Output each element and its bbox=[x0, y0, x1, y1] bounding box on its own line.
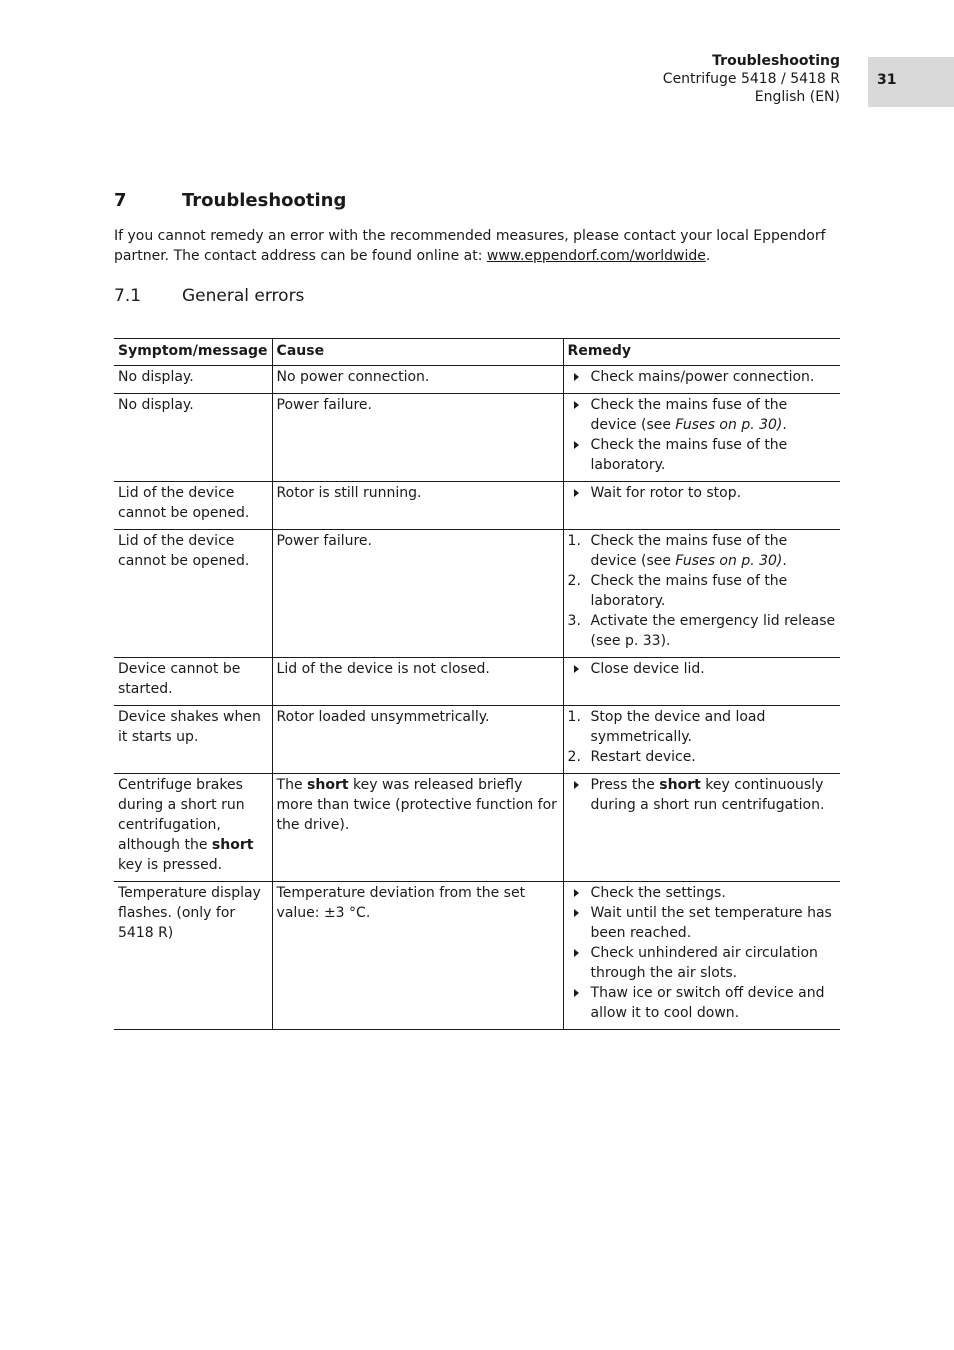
remedy-cell bbox=[563, 882, 840, 1030]
remedy-cell bbox=[563, 706, 840, 774]
symptom-cell: Device cannot be started. bbox=[114, 658, 272, 706]
list-item: Check mains/power connection. bbox=[568, 367, 836, 387]
symptom-cell: Centrifuge brakes during a short run centrifugation, although the short key is pressed. bbox=[114, 774, 272, 882]
list-item: Close device lid. bbox=[568, 659, 836, 679]
step-number: 1. bbox=[567, 533, 581, 549]
section-number: 7 bbox=[114, 190, 127, 211]
remedy-cell bbox=[563, 366, 840, 394]
list-item: 1. Check the mains fuse of the device (see Fuses on p. 30). bbox=[567, 533, 788, 569]
header-symptom: Symptom/message bbox=[114, 339, 272, 366]
symptom-cell: Lid of the device cannot be opened. bbox=[114, 482, 272, 530]
table-row bbox=[114, 774, 840, 882]
step-number: 2. bbox=[567, 573, 581, 589]
bullet-arrow-icon bbox=[574, 489, 579, 497]
symptom-cell: Lid of the device cannot be opened. bbox=[114, 530, 272, 658]
cause-cell: Lid of the device is not closed. bbox=[272, 658, 563, 706]
cause-cell: The short key was released briefly more than twice (protective function for the drive). bbox=[272, 774, 563, 882]
general-errors-table bbox=[114, 338, 840, 1030]
bullet-arrow-icon bbox=[574, 401, 579, 409]
table-row bbox=[114, 882, 840, 1030]
list-item: 2. Check the mains fuse of the laboratory. bbox=[567, 573, 788, 609]
bullet-arrow-icon bbox=[574, 781, 579, 789]
cause-cell: No power connection. bbox=[272, 366, 563, 394]
list-item: Wait until the set temperature has been reached. bbox=[568, 903, 836, 943]
bullet-arrow-icon bbox=[574, 441, 579, 449]
remedy-cell bbox=[563, 530, 840, 658]
cross-reference: Fuses on p. 30) bbox=[675, 417, 783, 433]
intro-paragraph bbox=[114, 226, 840, 266]
running-header bbox=[663, 52, 840, 106]
remedy-cell bbox=[563, 482, 840, 530]
table-row bbox=[114, 366, 840, 394]
page-number-tab bbox=[868, 57, 954, 107]
intro-text: If you cannot remedy an error with the recommended measures, please contact your local Eppendorf partner. The contact address can be found online at: bbox=[114, 228, 826, 264]
table-row bbox=[114, 482, 840, 530]
symptom-cell: No display. bbox=[114, 366, 272, 394]
section-title: Troubleshooting bbox=[182, 190, 347, 211]
cause-cell: Power failure. bbox=[272, 530, 563, 658]
bullet-arrow-icon bbox=[574, 889, 579, 897]
table-row bbox=[114, 658, 840, 706]
list-item: Wait for rotor to stop. bbox=[568, 483, 836, 503]
cause-cell: Rotor loaded unsymmetrically. bbox=[272, 706, 563, 774]
list-item: Thaw ice or switch off device and allow it to cool down. bbox=[568, 983, 836, 1023]
header-language: English (EN) bbox=[754, 89, 840, 105]
worldwide-link[interactable]: www.eppendorf.com/worldwide bbox=[486, 248, 706, 264]
subsection-heading bbox=[114, 286, 304, 306]
table-row bbox=[114, 394, 840, 482]
list-item: Check the settings. bbox=[568, 883, 836, 903]
step-number: 2. bbox=[567, 749, 581, 765]
cause-cell: Power failure. bbox=[272, 394, 563, 482]
remedy-cell bbox=[563, 658, 840, 706]
list-item: Check the mains fuse of the device (see Fuses on p. 30). bbox=[568, 395, 836, 435]
remedy-cell bbox=[563, 394, 840, 482]
short-key-label: short bbox=[659, 777, 701, 793]
subsection-number: 7.1 bbox=[114, 286, 142, 306]
cross-reference: Fuses on p. 30) bbox=[675, 553, 783, 569]
short-key-label: short bbox=[307, 777, 349, 793]
cause-cell: Rotor is still running. bbox=[272, 482, 563, 530]
intro-end: . bbox=[705, 248, 711, 264]
list-item: Press the short key continuously during a short run centrifugation. bbox=[568, 775, 836, 815]
list-item: Check the mains fuse of the laboratory. bbox=[568, 435, 836, 475]
symptom-cell: No display. bbox=[114, 394, 272, 482]
step-number: 1. bbox=[567, 709, 581, 725]
step-number: 3. bbox=[567, 613, 581, 629]
short-key-label: short bbox=[211, 837, 254, 853]
symptom-cell: Temperature display flashes. (only for 5418 R) bbox=[114, 882, 272, 1030]
section-heading bbox=[114, 190, 346, 211]
list-item: 1. Stop the device and load symmetrically. bbox=[567, 709, 766, 745]
table-header-row bbox=[114, 339, 840, 366]
table-row bbox=[114, 706, 840, 774]
cause-cell: Temperature deviation from the set value: ±3 °C. bbox=[272, 882, 563, 1030]
header-remedy: Remedy bbox=[563, 339, 840, 366]
header-product: Centrifuge 5418 / 5418 R bbox=[662, 71, 840, 87]
bullet-arrow-icon bbox=[574, 665, 579, 673]
bullet-arrow-icon bbox=[574, 949, 579, 957]
bullet-arrow-icon bbox=[574, 373, 579, 381]
bullet-arrow-icon bbox=[574, 989, 579, 997]
list-item: 3. Activate the emergency lid release (see p. 33). bbox=[567, 613, 836, 649]
symptom-cell: Device shakes when it starts up. bbox=[114, 706, 272, 774]
bullet-arrow-icon bbox=[574, 909, 579, 917]
remedy-cell bbox=[563, 774, 840, 882]
list-item: Check unhindered air circulation through the air slots. bbox=[568, 943, 836, 983]
page-number: 31 bbox=[877, 72, 897, 88]
header-title: Troubleshooting bbox=[712, 53, 840, 69]
list-item: 2. Restart device. bbox=[567, 749, 696, 765]
table-row bbox=[114, 530, 840, 658]
header-cause: Cause bbox=[272, 339, 563, 366]
subsection-title: General errors bbox=[182, 286, 305, 306]
